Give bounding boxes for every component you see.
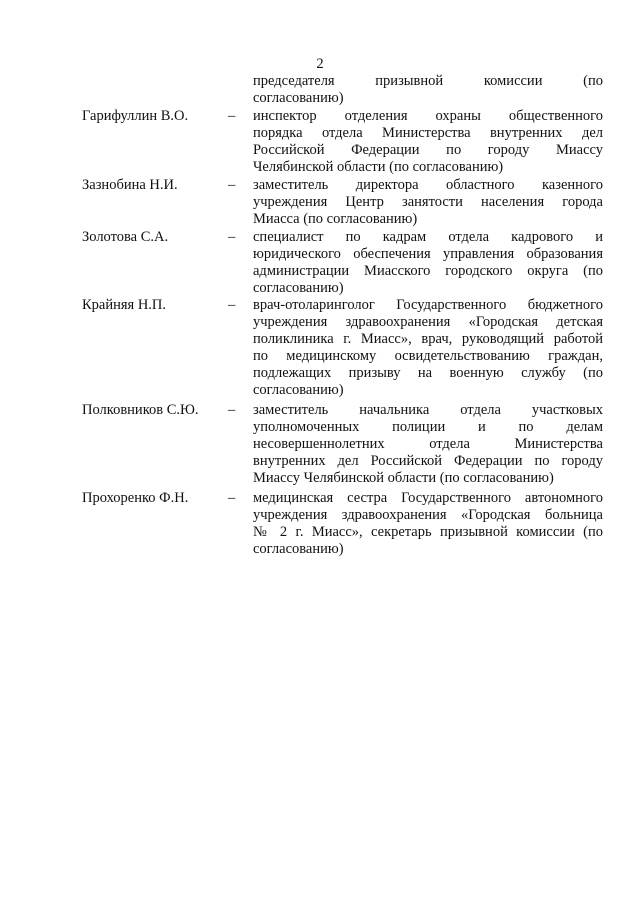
text-line: согласованию) [253, 280, 344, 296]
text-line: уполномоченных полиции и по делам [253, 419, 603, 435]
text-line: подлежащих призыву на военную службу (по [253, 365, 603, 381]
member-position [253, 490, 603, 558]
text-line: поликлиника г. Миасс», врач, руководящий работой [253, 331, 603, 347]
dash-separator: – [228, 177, 236, 193]
text-line: несовершеннолетних отдела Министерства [253, 436, 603, 452]
member-position [253, 108, 603, 176]
member-name: Гарифуллин В.О. [82, 108, 189, 124]
text-line: согласованию) [253, 541, 344, 557]
text-line: внутренних дел Российской Федерации по городу [253, 453, 603, 469]
member-name: Зазнобина Н.И. [82, 177, 178, 193]
text-line: Миассу Челябинской области (по согласованию) [253, 470, 554, 486]
member-name: Золотова С.А. [82, 229, 169, 245]
continuation-text [253, 73, 603, 107]
text-line: заместитель начальника отдела участковых [253, 402, 603, 418]
text-line: учреждения Центр занятости населения города [253, 194, 603, 210]
text-line: специалист по кадрам отдела кадрового и [253, 229, 603, 245]
dash-separator: – [228, 108, 236, 124]
member-position [253, 402, 603, 487]
dash-separator: – [228, 297, 236, 313]
text-line: № 2 г. Миасс», секретарь призывной комиссии (по [253, 524, 603, 540]
member-position [253, 229, 603, 297]
text-line: учреждения здравоохранения «Городская детская [253, 314, 603, 330]
text-line: администрации Миасского городского округа (по [253, 263, 603, 279]
member-position [253, 177, 603, 228]
text-line: юридического обеспечения управления образования [253, 246, 603, 262]
dash-separator: – [228, 490, 236, 506]
text-line: согласованию) [253, 382, 344, 398]
dash-separator: – [228, 402, 236, 418]
text-line: согласованию) [253, 90, 344, 106]
text-line: Российской Федерации по городу Миассу [253, 142, 603, 158]
page-number: 2 [316, 56, 324, 72]
text-line: врач-отоларинголог Государственного бюджетного [253, 297, 603, 313]
text-line: Челябинской области (по согласованию) [253, 159, 504, 175]
member-name: Крайняя Н.П. [82, 297, 167, 313]
member-name: Прохоренко Ф.Н. [82, 490, 189, 506]
member-name: Полковников С.Ю. [82, 402, 199, 418]
text-line: председателя призывной комиссии (по [253, 73, 603, 89]
dash-separator: – [228, 229, 236, 245]
text-line: порядка отдела Министерства внутренних дел [253, 125, 603, 141]
text-line: заместитель директора областного казенного [253, 177, 603, 193]
text-line: учреждения здравоохранения «Городская больница [253, 507, 603, 523]
text-line: по медицинскому освидетельствованию граждан, [253, 348, 603, 364]
text-line: Миасса (по согласованию) [253, 211, 418, 227]
member-position [253, 297, 603, 399]
text-line: медицинская сестра Государственного автономного [253, 490, 603, 506]
text-line: инспектор отделения охраны общественного [253, 108, 603, 124]
